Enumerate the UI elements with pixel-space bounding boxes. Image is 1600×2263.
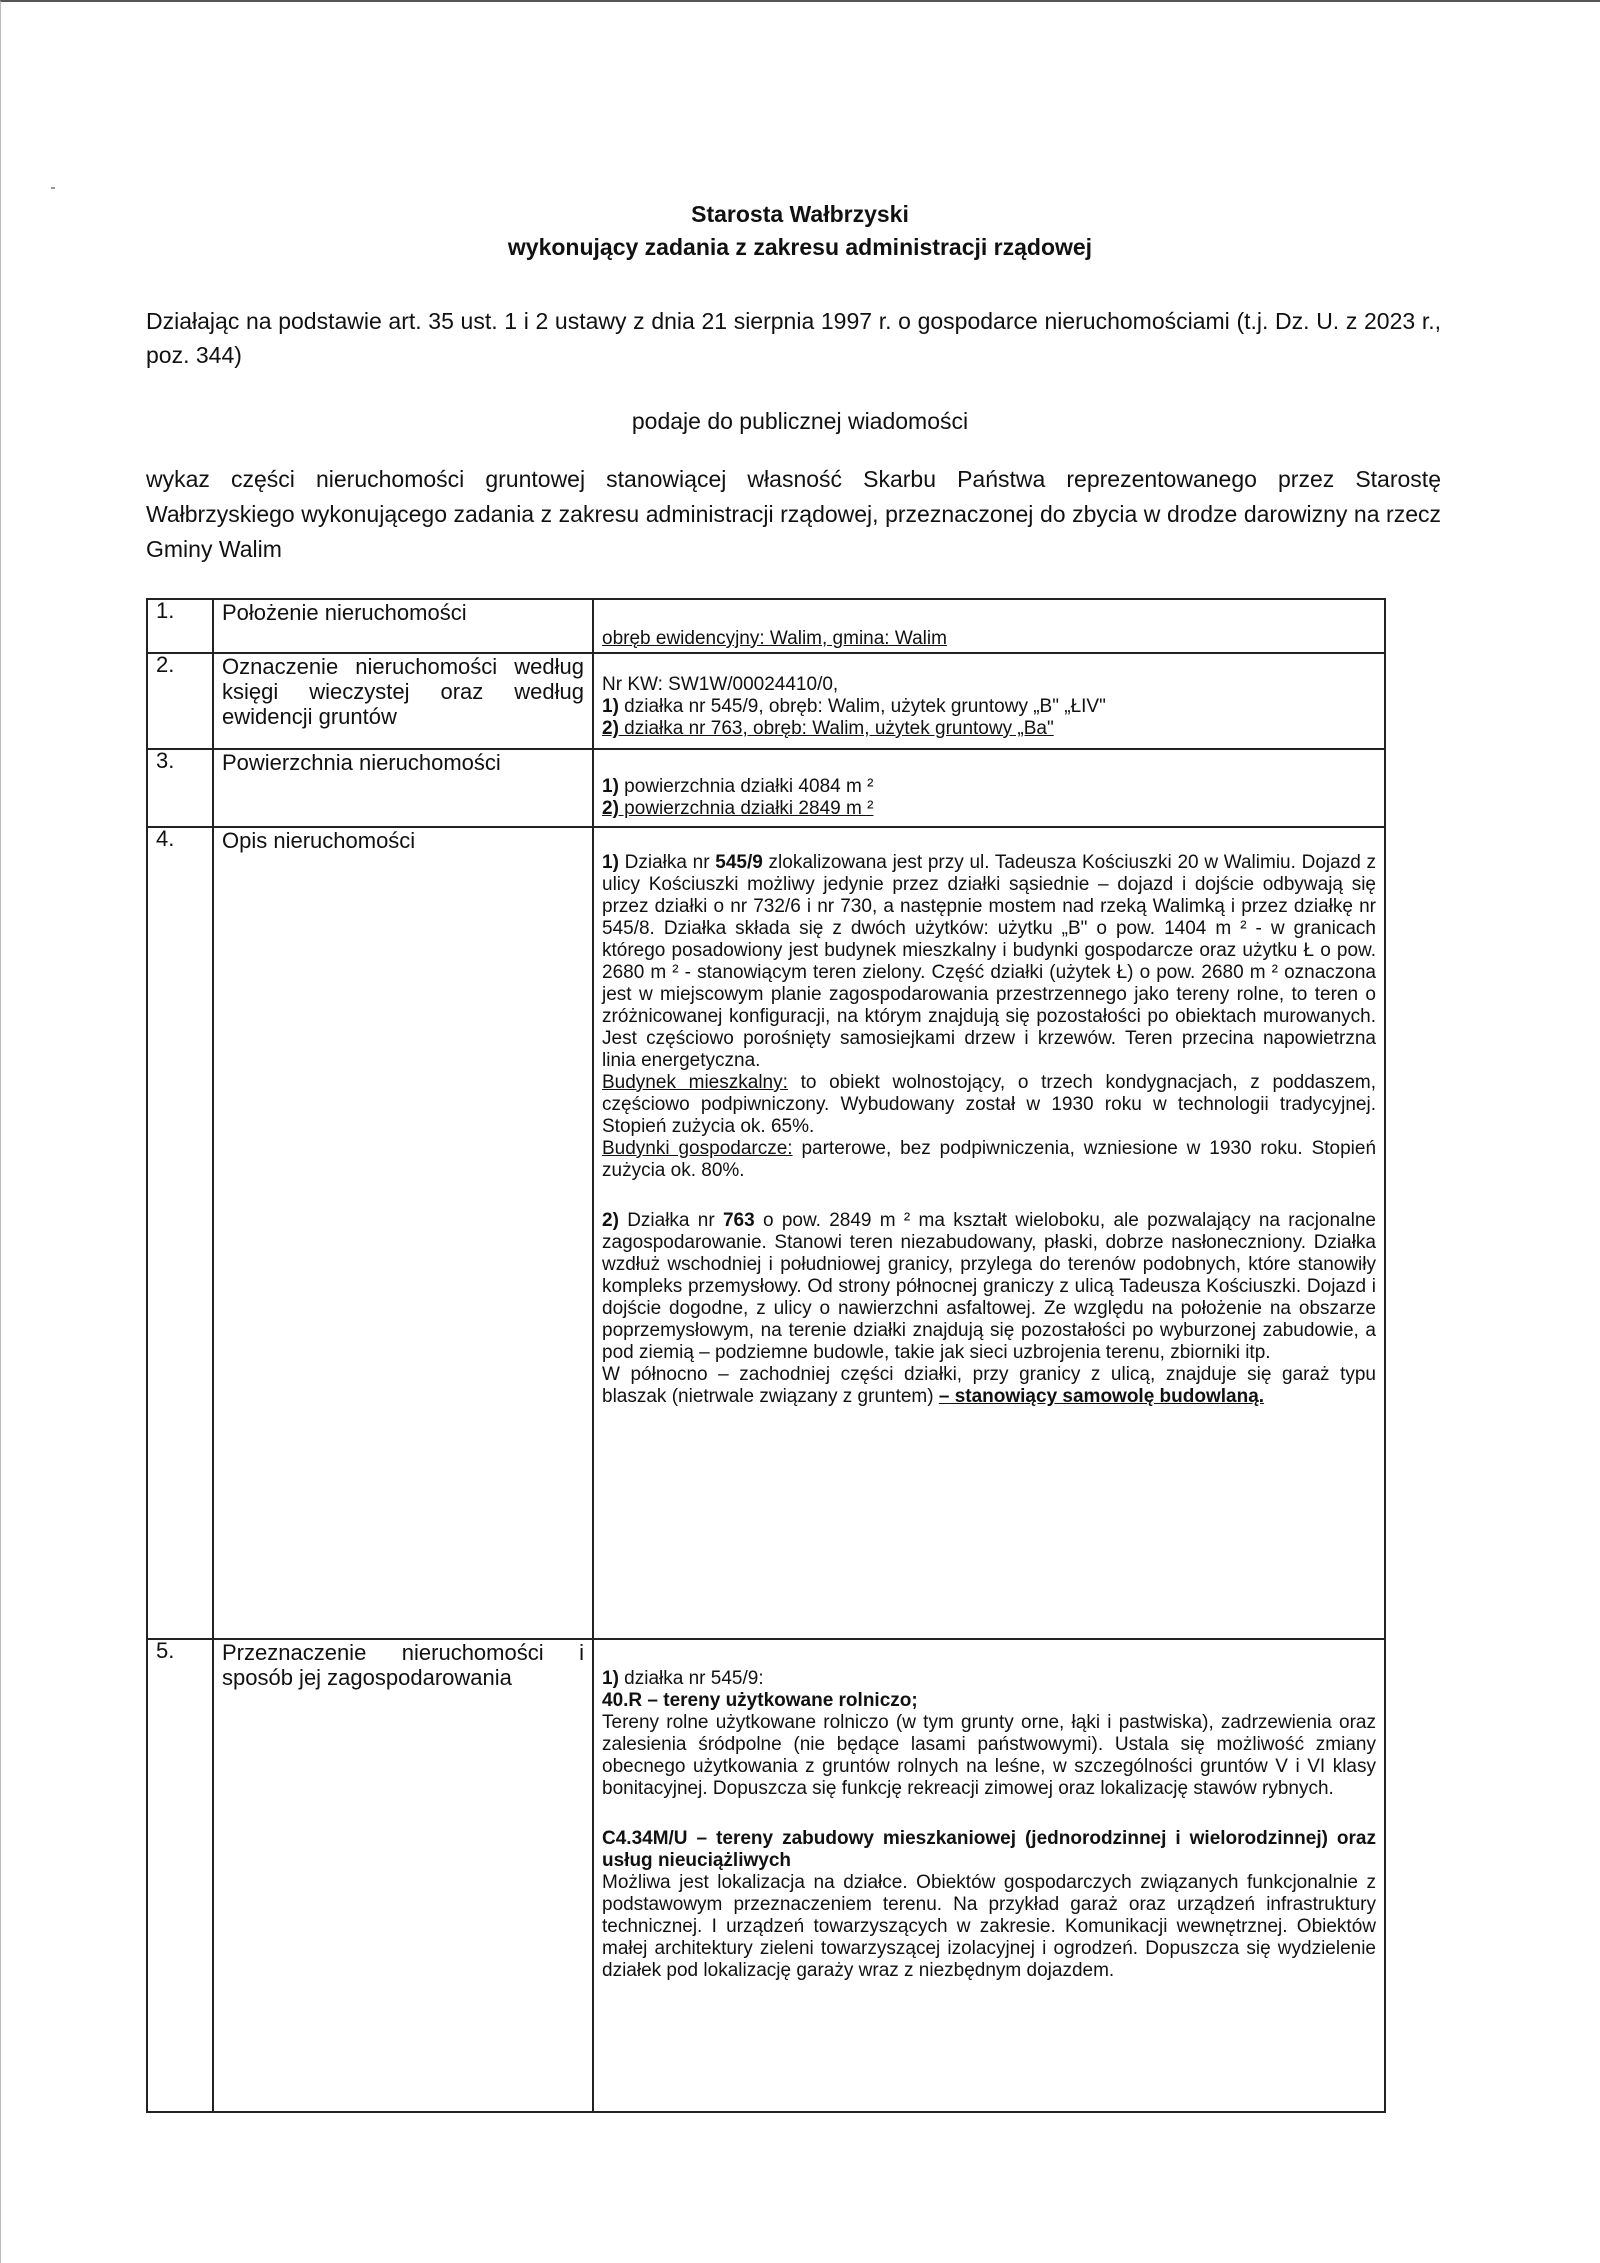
- residential-building-description: Budynek mieszkalny: to obiekt wolnostojący, o trzech kondygnacjach, z poddaszem, częściowo podpiwniczony. Wybudowany został w 1930 roku w technologii tradycyjnej. Stopień zużycia ok. 65%.: [602, 1072, 1376, 1137]
- parcel-2-description: 2) Działka nr 763 o pow. 2849 m ² ma kształt wieloboku, ale pozwalający na racjonalne zagospodarowanie. Stanowi teren niezabudowany, płaski, dobrze nasłoneczniony. Działka wzdłuż wschodniej i południowej granicy, przylega do terenów podobnych, które stanowiły kompleks przemysłowy. Od strony północnej graniczy z ulicą Tadeusza Kościuszki. Dojazd i dojście dogodne, z ulicy o nawierzchni asfaltowej. Ze względu na położenie na obszarze poprzemysłowym, na terenie działki znajdują się pozostałości po wyburzonej zabudowie, a pod ziemią – podziemne budowle, takie jak sieci uzbrojenia terenu, zbiorniki itp.: [602, 1210, 1376, 1363]
- parcel-2-designation: 2) działka nr 763, obręb: Walim, użytek gruntowy „Ba": [602, 718, 1054, 739]
- zoning-1-title: 40.R – tereny użytkowane rolniczo;: [602, 1690, 918, 1711]
- row-number: 1.: [147, 599, 213, 653]
- scan-speck: [51, 187, 55, 189]
- table-row: [147, 599, 1385, 653]
- announcement: podaje do publicznej wiadomości: [631, 408, 969, 434]
- location-text: obręb ewidencyjny: Walim, gmina: Walim: [602, 628, 947, 649]
- table-row: [147, 749, 1385, 827]
- row-number: 3.: [147, 749, 213, 827]
- table-row: [147, 827, 1385, 1639]
- table-row: [147, 653, 1385, 749]
- row-content: [593, 653, 1385, 749]
- row-label: Opis nieruchomości: [213, 827, 593, 1639]
- parcel-1-description: 1) Działka nr 545/9 zlokalizowana jest przy ul. Tadeusza Kościuszki 20 w Walimiu. Dojazd z ulicy Kościuszki możliwy jedynie przez działki sąsiednie – dojazd i dojście odbywają się przez działki o nr 732/6 i nr 730, a następnie mostem nad rzeką Walimką i przez działkę nr 545/8. Działka składa się z dwóch użytków: użytku „B" o pow. 1404 m ² - w granicach którego posadowiony jest budynek mieszkalny i budynki gospodarcze oraz użytku Ł o pow. 2680 m ² - stanowiącym teren zielony. Część działki (użytek Ł) o pow. 2680 m ² oznaczona jest w miejscowym planie zagospodarowania przestrzennego jako tereny rolne, to teren o zróżnicowanej konfiguracji, na którym znajdują się pozostałości po obiektach murowanych. Jest częściowo porośnięty samosiejkami drzew i krzewów. Teren przecina napowietrzna linia energetyczna.: [602, 852, 1376, 1071]
- row-label: Położenie nieruchomości: [213, 599, 593, 653]
- heading-authority: Starosta Wałbrzyski: [691, 201, 909, 227]
- description: wykaz części nieruchomości gruntowej stanowiącej własność Skarbu Państwa reprezentowanego przez Starostę Wałbrzyskiego wykonującego zadania z zakresu administracji rządowej, przeznaczonej do zbycia w drodze darowizny na rzecz Gminy Walim: [146, 466, 1441, 562]
- row-number: 4.: [147, 827, 213, 1639]
- zoning-1-text: Tereny rolne użytkowane rolniczo (w tym grunty orne, łąki i pastwiska), zadrzewienia oraz zalesienia śródpolne (nie będące lasami państwowymi). Ustala się możliwość zmiany obecnego użytkowania z gruntów rolnych na leśne, w szczególności gruntów V i VI klasy bonitacyjnej. Dopuszcza się funkcję rekreacji zimowej oraz lokalizację stawów rybnych.: [602, 1712, 1376, 1799]
- zoning-2-text: Możliwa jest lokalizacja na działce. Obiektów gospodarczych związanych funkcjonalnie z podstawowym przeznaczeniem terenu. Na przykład garaż oraz urządzeń infrastruktury technicznej. I urządzeń towarzyszących w zakresie. Komunikacji wewnętrznej. Obiektów małej architektury zieleni towarzyszącej izolacyjnej i ogrodzeń. Dopuszcza się wydzielenie działek pod lokalizację garaży wraz z niezbędnym dojazdem.: [602, 1872, 1376, 1981]
- row-number: 5.: [147, 1639, 213, 2112]
- row-content: [593, 1639, 1385, 2112]
- parcel-1-area: 1) powierzchnia działki 4084 m ²: [602, 776, 874, 797]
- zoning-parcel-heading: 1) działka nr 545/9:: [602, 1668, 764, 1689]
- row-number: 2.: [147, 653, 213, 749]
- row-content: [593, 599, 1385, 653]
- heading-role: wykonujący zadania z zakresu administracji rządowej: [507, 234, 1093, 260]
- row-content: [593, 749, 1385, 827]
- land-register-number: Nr KW: SW1W/00024410/0,: [602, 674, 839, 695]
- row-label: Oznaczenie nieruchomości według księgi wieczystej oraz według ewidencji gruntów: [213, 653, 593, 749]
- heading-block: [0, 198, 1600, 264]
- spacer: [602, 1182, 1376, 1210]
- row-label: Przeznaczenie nieruchomości i sposób jej zagospodarowania: [213, 1639, 593, 2112]
- spacer: [602, 1800, 1376, 1828]
- parcel-2-area: 2) powierzchnia działki 2849 m ²: [602, 798, 874, 819]
- row-content: [593, 827, 1385, 1639]
- row-label: Powierzchnia nieruchomości: [213, 749, 593, 827]
- legal-basis: Działając na podstawie art. 35 ust. 1 i 2 ustawy z dnia 21 sierpnia 1997 r. o gospodarce nieruchomościami (t.j. Dz. U. z 2023 r., poz. 344): [146, 308, 1441, 368]
- parcel-1-designation: 1) działka nr 545/9, obręb: Walim, użytek gruntowy „B" „ŁIV": [602, 696, 1106, 717]
- table-row: [147, 1639, 1385, 2112]
- zoning-2-title: C4.34M/U – tereny zabudowy mieszkaniowej (jednorodzinnej i wielorodzinnej) oraz usług nieuciążliwych: [602, 1828, 1376, 1871]
- garage-description: W północno – zachodniej części działki, przy granicy z ulicą, znajduje się garaż typu blaszak (nietrwale związany z gruntem) – stanowiący samowolę budowlaną.: [602, 1364, 1376, 1407]
- farm-buildings-description: Budynki gospodarcze: parterowe, bez podpiwniczenia, wzniesione w 1930 roku. Stopień zużycia ok. 80%.: [602, 1138, 1377, 1181]
- property-table: [146, 598, 1386, 2113]
